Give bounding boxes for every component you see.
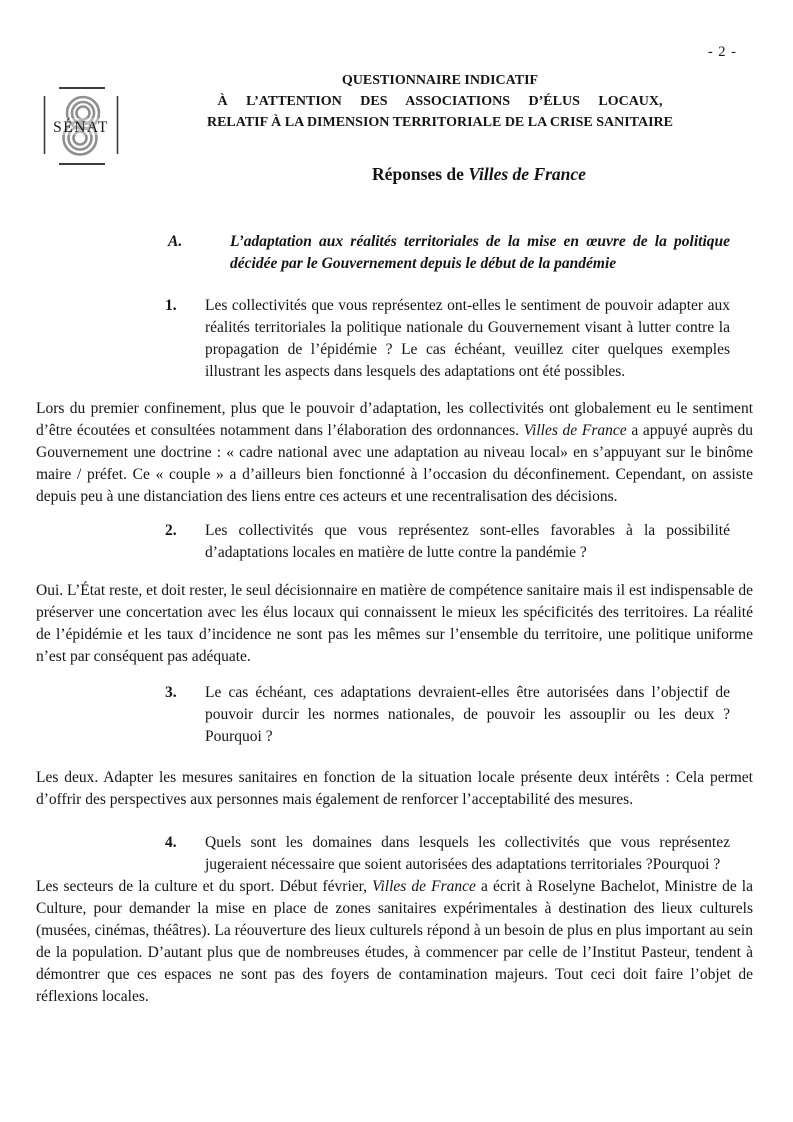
section-title: L’adaptation aux réalités territoriales de la mise en œuvre de la politique décidée par le Gouvernement depuis le début de la pandémie <box>230 233 730 272</box>
question-number: 1. <box>165 297 177 314</box>
document-content <box>36 0 753 1008</box>
page-number: - 2 - <box>707 44 737 60</box>
document-title <box>174 70 706 133</box>
senat-logo-text: SÉNAT <box>53 119 109 136</box>
document-title-line-1: QUESTIONNAIRE INDICATIF <box>341 73 539 88</box>
section-label: A. <box>168 233 183 250</box>
answer-2: Oui. L’État reste, et doit rester, le seul décisionnaire en matière de compétence sanitaire mais il est indispensable de préserver une concertation avec les élus locaux qui connaissent le mieux les spécificités des territoires. La réalité de l’épidémie et les taux d’incidence ne sont pas les mêmes sur l’ensemble du territoire, une politique uniforme n’est par conséquent pas adéquate. <box>36 582 753 665</box>
question-text: Quels sont les domaines dans lesquels les collectivités que vous représentez jugeraient nécessaire que soient autorisées des adaptations territoriales ?Pourquoi ? <box>205 834 730 873</box>
question-text: Les collectivités que vous représentez sont-elles favorables à la possibilité d’adaptations locales en matière de lutte contre la pandémie ? <box>205 522 730 561</box>
question-3 <box>165 682 753 748</box>
document-title-line-2: À L’ATTENTION DES ASSOCIATIONS D’ÉLUS LOCAUX, <box>217 94 663 109</box>
question-1 <box>165 295 753 383</box>
section-heading <box>168 231 753 275</box>
question-number: 4. <box>165 834 177 851</box>
answer-3: Les deux. Adapter les mesures sanitaires en fonction de la situation locale présente deux intérêts : Cela permet d’offrir des perspectives aux personnes mais également de renforcer l’acceptabilité des mesures. <box>36 769 753 808</box>
document-title-line-3: RELATIF À LA DIMENSION TERRITORIALE DE LA CRISE SANITAIRE <box>206 115 673 130</box>
subtitle-prefix: Réponses de <box>372 164 469 184</box>
answer-4: Les secteurs de la culture et du sport. Début février, Villes de France a écrit à Roselyne Bachelot, Ministre de la Culture, pour demander la mise en place de zones sanitaires expérimentales à destination des lieux culturels (musées, cinémas, théâtres). La réouverture des lieux culturels répond à un besoin de plus en plus important au sein de la population. D’autant plus que de nombreuses études, à commencer par celle de l’Institut Pasteur, tendent à démontrer que ces espaces ne sont pas des foyers de contamination majeurs. Tout ceci doit faire l’objet de réflexions locales. <box>36 878 753 1005</box>
question-4 <box>165 832 753 876</box>
question-number: 3. <box>165 684 177 701</box>
question-text: Les collectivités que vous représentez ont-elles le sentiment de pouvoir adapter aux réalités territoriales la politique nationale du Gouvernement visant à lutter contre la propagation de l’épidémie ? Le cas échéant, veuillez citer quelques exemples illustrant les aspects dans lesquels des adaptations ont été possibles. <box>205 297 730 380</box>
question-text: Le cas échéant, ces adaptations devraient-elles être autorisées dans l’objectif de pouvoir durcir les normes nationales, de pouvoir les assouplir ou les deux ? Pourquoi ? <box>205 684 730 745</box>
question-number: 2. <box>165 522 177 539</box>
subtitle-organization: Villes de France <box>468 164 586 184</box>
question-2 <box>165 520 753 564</box>
document-subtitle <box>329 162 629 187</box>
answer-1: Lors du premier confinement, plus que le pouvoir d’adaptation, les collectivités ont globalement eu le sentiment d’être écoutées et consultées notamment dans l’élaboration des ordonnances. Villes de France a appuyé auprès du Gouvernement une doctrine : « cadre national avec une adaptation au niveau local» en s’appuyant sur le binôme maire / préfet. Ce « couple » a d’ailleurs bien fonctionné à l’occasion du déconfinement. Cependant, on assiste depuis peu à une distanciation des liens entre ces acteurs et une recentralisation des décisions. <box>36 400 754 505</box>
